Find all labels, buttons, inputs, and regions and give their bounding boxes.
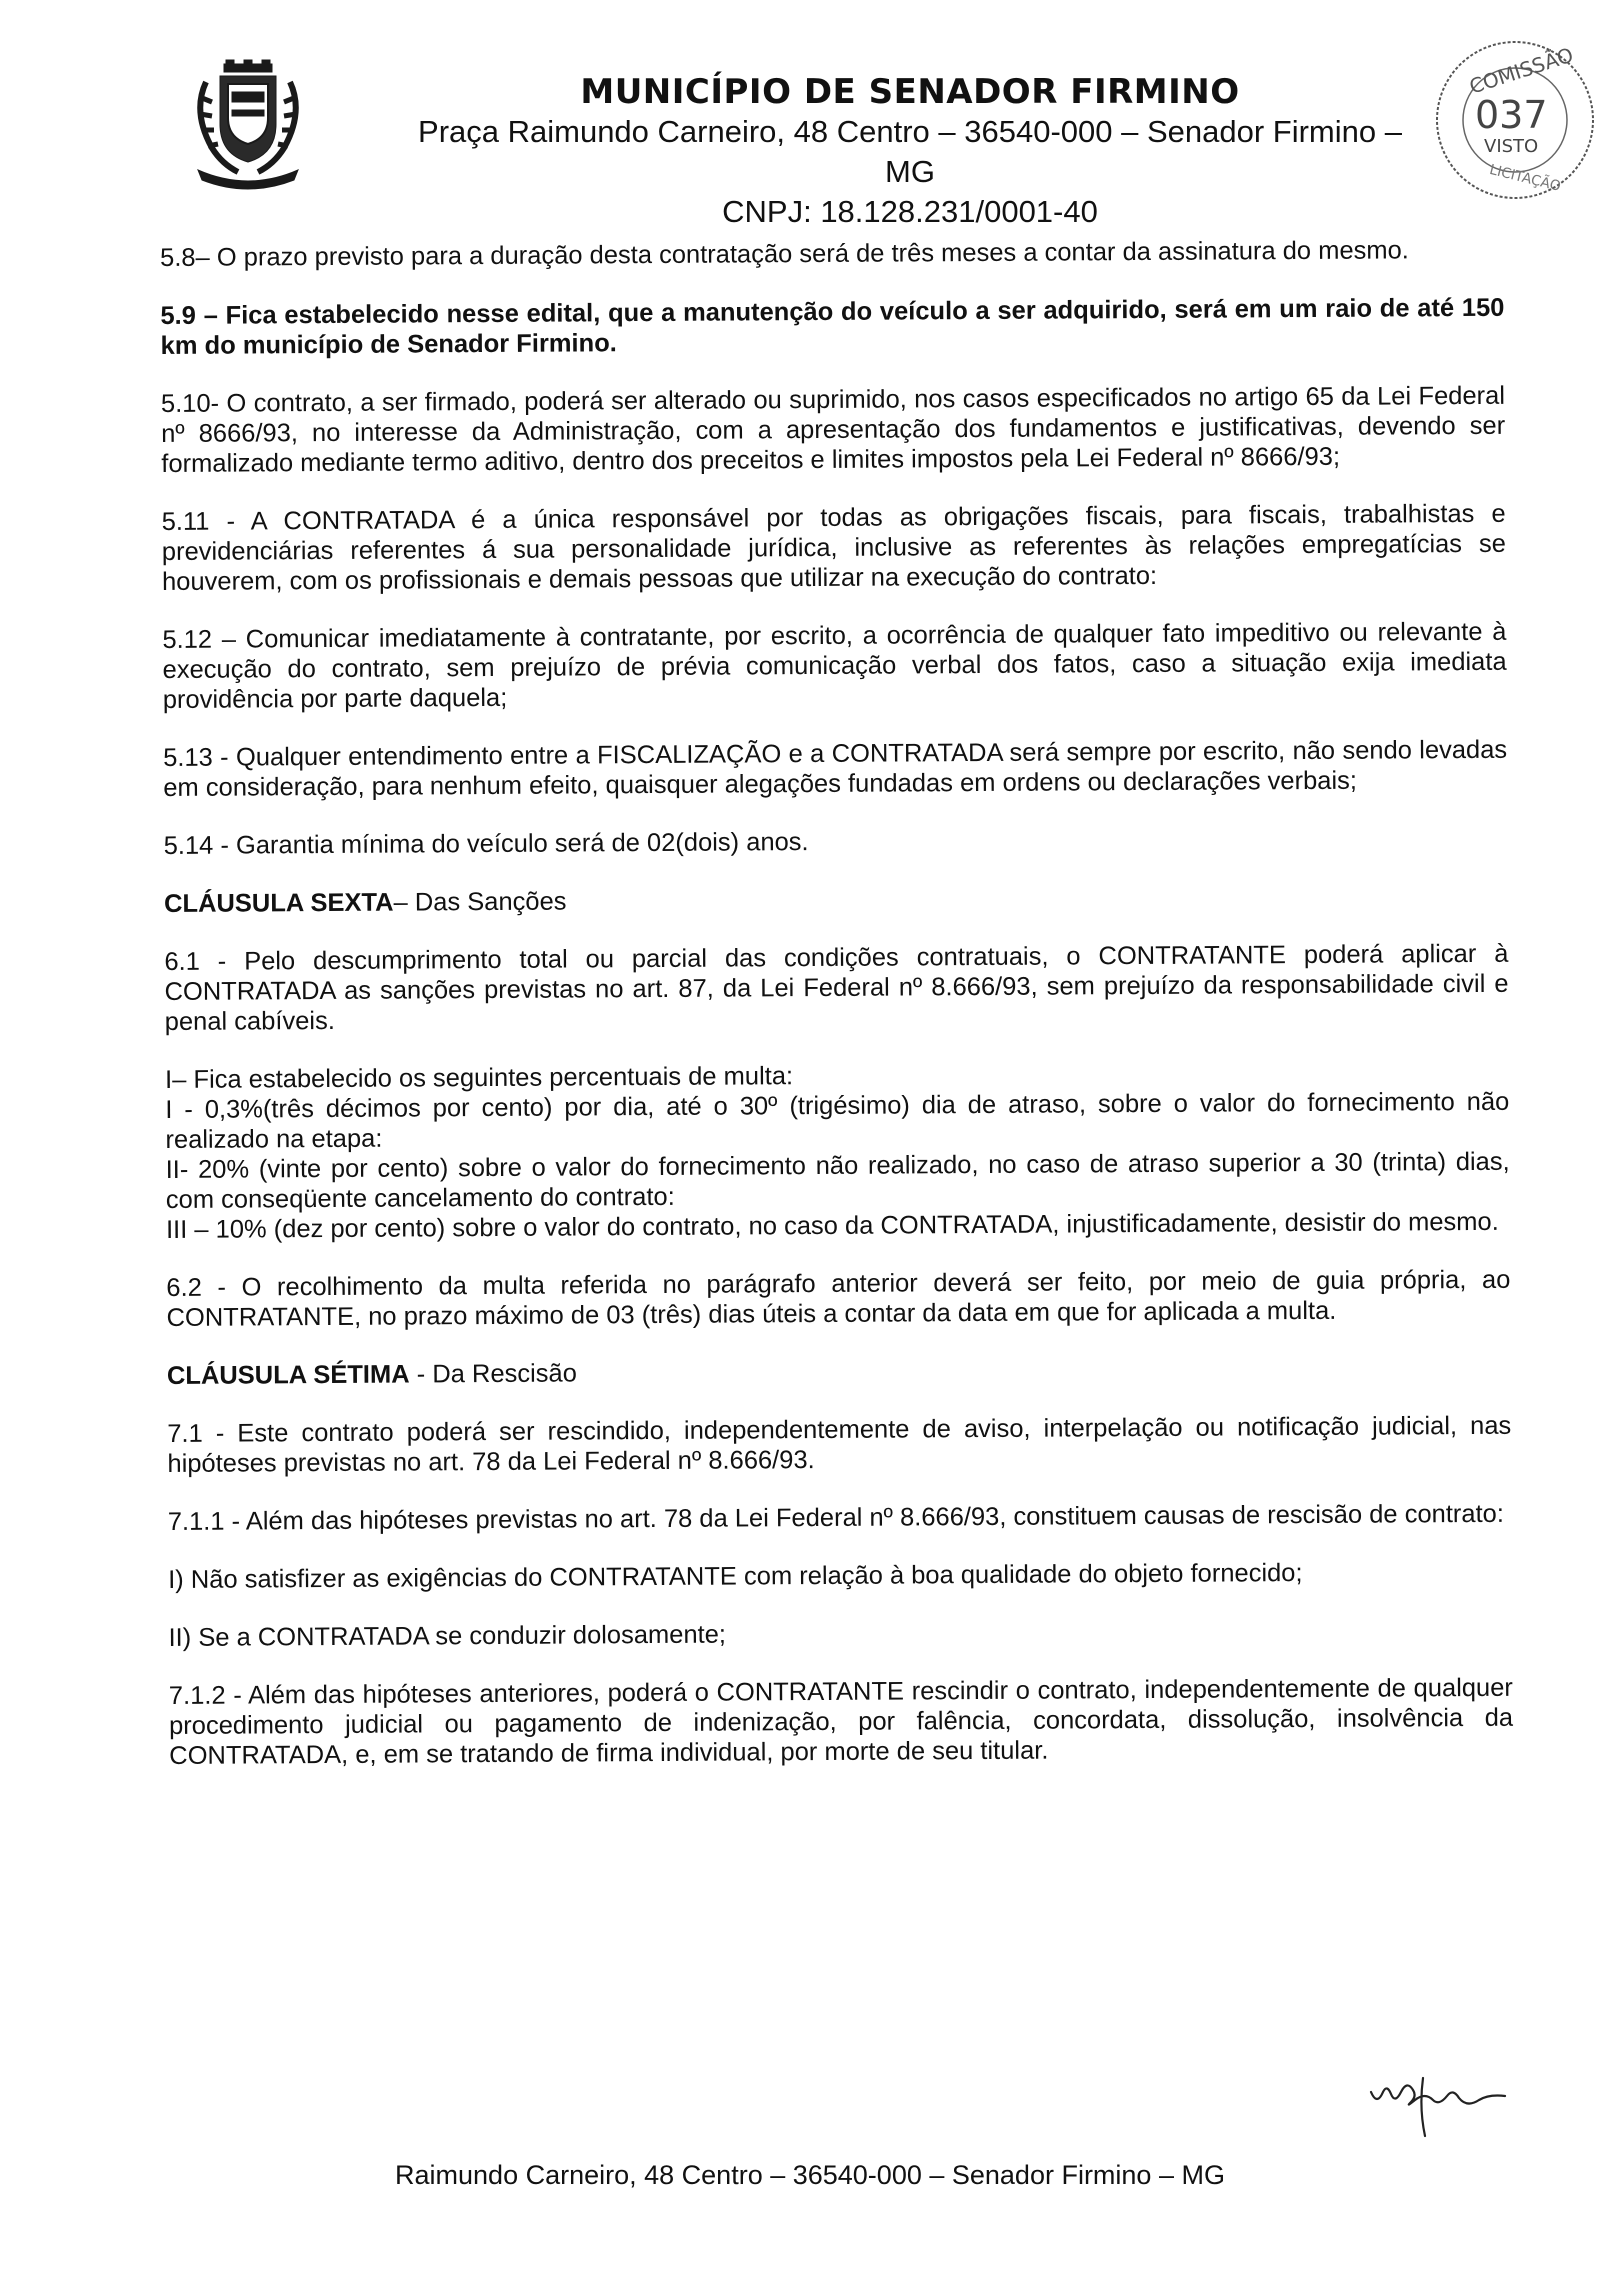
- clause-6-title: CLÁUSULA SEXTA: [163, 888, 394, 918]
- penalty-item: I - 0,3%(três décimos por cento) por dia, até o 30º (trigésimo) dia de atraso, sobre o valor do fornecimento não realizado na etapa:: [165, 1087, 1510, 1154]
- clause-6-subtitle: – Das Sanções: [393, 887, 567, 917]
- penalty-list: [165, 1057, 1510, 1245]
- clause-7-item-1: I) Não satisfizer as exigências do CONTRATANTE com relação à boa qualidade do objeto fornecido;: [168, 1559, 1303, 1594]
- clause-7-1-2: 7.1.2 - Além das hipóteses anteriores, poderá o CONTRATANTE rescindir o contrato, independentemente de qualquer procedimento judicial ou pagamento de indenização, por falência, concordata, dissolução, insolvência da CONTRATADA, e, em se tratando de firma individual, por morte de seu titular.: [168, 1673, 1514, 1770]
- municipal-coat-of-arms-icon: [188, 58, 308, 198]
- clause-6-1: 6.1 - Pelo descumprimento total ou parcial das condições contratuais, o CONTRATANTE poderá aplicar à CONTRATADA as sanções previstas no art. 87, da Lei Federal nº 8.666/93, sem prejuízo da responsabilidade civil e penal cabíveis.: [164, 939, 1509, 1036]
- clause-6-heading: [164, 881, 1508, 919]
- clause-6-2: 6.2 - O recolhimento da multa referida no parágrafo anterior deverá ser feito, por meio de guia própria, ao CONTRATANTE, no prazo máximo de 03 (três) dias úteis a contar da data em que for aplicada a multa.: [166, 1265, 1511, 1332]
- municipality-cnpj: CNPJ: 18.128.231/0001-40: [722, 194, 1098, 229]
- municipality-title: MUNICÍPIO DE SENADOR FIRMINO: [580, 72, 1240, 112]
- stamp-number: 037: [1475, 93, 1548, 137]
- clause-7-1: 7.1 - Este contrato poderá ser rescindido, independentemente de aviso, interpelação ou notificação judicial, nas hipóteses previstas no art. 78 da Lei Federal nº 8.666/93.: [167, 1411, 1512, 1478]
- clause-7-subtitle: - Da Rescisão: [409, 1359, 577, 1389]
- stamp-top-text: COMISSÃO: [1466, 42, 1577, 99]
- paragraph: 5.10- O contrato, a ser firmado, poderá ser alterado ou suprimido, nos casos especificados no artigo 65 da Lei Federal nº 8666/93, no interesse da Administração, com a apresentação dos fundamentos e justificativas, devendo ser formalizado mediante termo aditivo, dentro dos preceitos e limites impostos pela Lei Federal nº 8666/93;: [160, 381, 1506, 478]
- paragraph: 5.9 – Fica estabelecido nesse edital, que a manutenção do veículo a ser adquirido, será em um raio de até 150 km do município de Senador Firmino.: [160, 293, 1505, 360]
- clause-7-title: CLÁUSULA SÉTIMA: [166, 1360, 410, 1390]
- letterhead: [400, 72, 1420, 232]
- handwritten-signature-icon: [1365, 2058, 1540, 2138]
- penalty-item: II- 20% (vinte por cento) sobre o valor do fornecimento não realizado, no caso de atraso superior a 30 (trinta) dias, com conseqüente cancelamento do contrato:: [165, 1147, 1510, 1214]
- clause-7-item-2: II) Se a CONTRATADA se conduzir dolosamente;: [168, 1620, 727, 1652]
- municipality-address: Praça Raimundo Carneiro, 48 Centro – 36540-000 – Senador Firmino – MG: [418, 114, 1402, 189]
- page-footer: Raimundo Carneiro, 48 Centro – 36540-000 – Senador Firmino – MG: [395, 2160, 1225, 2190]
- commission-stamp-icon: [1420, 20, 1600, 210]
- stamp-bottom-text: LICITAÇÃO: [1487, 161, 1563, 195]
- penalty-item: III – 10% (dez por cento) sobre o valor do contrato, no caso da CONTRATADA, injustificadamente, desistir do mesmo.: [165, 1207, 1499, 1244]
- paragraph: 5.12 – Comunicar imediatamente à contratante, por escrito, a ocorrência de qualquer fato impeditivo ou relevante à execução do contrato, sem prejuízo de prévia comunicação verbal dos fatos, caso a situação exija imediata providência por parte daquela;: [162, 617, 1507, 714]
- paragraph: 5.14 - Garantia mínima do veículo será de 02(dois) anos.: [163, 828, 809, 860]
- document-body: [160, 235, 1513, 1799]
- clause-7-heading: [167, 1353, 1511, 1391]
- stamp-middle-text: VISTO: [1484, 136, 1539, 157]
- paragraph: 5.11 - A CONTRATADA é a única responsável por todas as obrigações fiscais, para fiscais, trabalhistas e previdenciárias referentes á sua personalidade jurídica, inclusive as referentes às relações empregatícias se houverem, com os profissionais e demais pessoas que utilizar na execução do contrato:: [161, 499, 1506, 596]
- paragraph: 5.13 - Qualquer entendimento entre a FISCALIZAÇÃO e a CONTRATADA será sempre por escrito, não sendo levadas em consideração, para nenhum efeito, quaisquer alegações fundadas em ordens ou declarações verbais;: [163, 735, 1508, 802]
- penalty-item: I– Fica estabelecido os seguintes percentuais de multa:: [165, 1062, 794, 1094]
- section-5-paragraphs: [160, 235, 1508, 861]
- paragraph: 5.8– O prazo previsto para a duração desta contratação será de três meses a contar da assinatura do mesmo.: [160, 236, 1409, 272]
- clause-7-1-1: 7.1.1 - Além das hipóteses previstas no art. 78 da Lei Federal nº 8.666/93, constituem causas de rescisão de contrato:: [167, 1499, 1504, 1536]
